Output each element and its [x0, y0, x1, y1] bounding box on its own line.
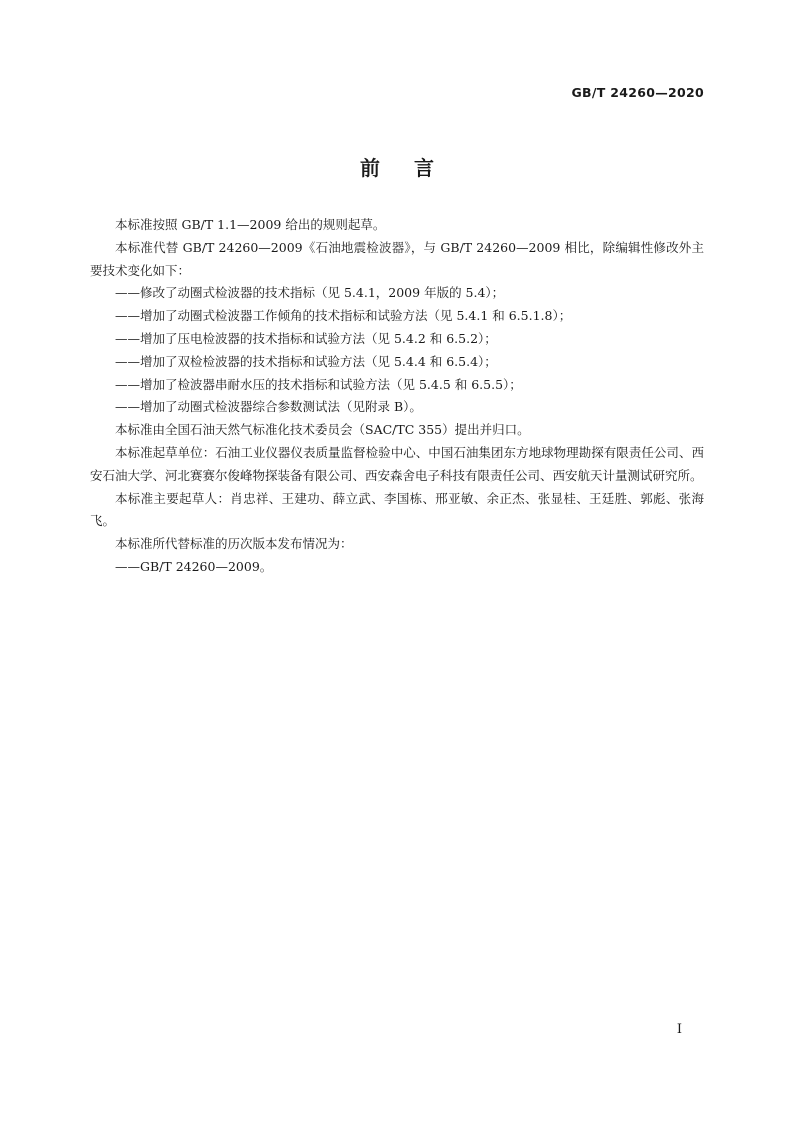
paragraph-drafting-units: 本标准起草单位：石油工业仪器仪表质量监督检验中心、中国石油集团东方地球物理勘探有限责任公司、西安石油大学、河北赛赛尔俊峰物探装备有限公司、西安森舍电子科技有限责任公司、西安航天计量测试研究所。 — [90, 444, 704, 483]
change-item: ——增加了检波器串耐水压的技术指标和试验方法（见 5.4.5 和 6.5.5）； — [115, 376, 522, 392]
page-number: I — [676, 1022, 682, 1037]
history-item: ——GB/T 24260—2009。 — [115, 558, 273, 574]
paragraph-proposer: 本标准由全国石油天然气标准化技术委员会（SAC/TC 355）提出并归口。 — [115, 422, 530, 438]
change-item: ——增加了动圈式检波器综合参数测试法（见附录 B）。 — [115, 399, 422, 415]
change-item: ——修改了动圈式检波器的技术指标（见 5.4.1，2009 年版的 5.4）； — [115, 285, 505, 301]
paragraph-history: 本标准所代替标准的历次版本发布情况为： — [115, 536, 353, 552]
foreword-body — [90, 214, 704, 579]
standard-code: GB/T 24260—2020 — [571, 85, 704, 100]
change-item: ——增加了双检检波器的技术指标和试验方法（见 5.4.4 和 6.5.4）； — [115, 353, 497, 369]
paragraph-drafting-rule: 本标准按照 GB/T 1.1—2009 给出的规则起草。 — [115, 217, 386, 232]
paragraph-drafters: 本标准主要起草人：肖忠祥、王建功、薛立武、李国栋、邢亚敏、余正杰、张显桂、王廷胜、郭彪、张海飞。 — [90, 490, 704, 529]
paragraph-replacement: 本标准代替 GB/T 24260—2009《石油地震检波器》，与 GB/T 24260—2009 相比，除编辑性修改外主要技术变化如下： — [90, 239, 704, 278]
page-title: 前言 — [360, 156, 468, 180]
change-item: ——增加了压电检波器的技术指标和试验方法（见 5.4.2 和 6.5.2）； — [115, 330, 497, 346]
change-item: ——增加了动圈式检波器工作倾角的技术指标和试验方法（见 5.4.1 和 6.5.1.8）； — [115, 308, 572, 324]
